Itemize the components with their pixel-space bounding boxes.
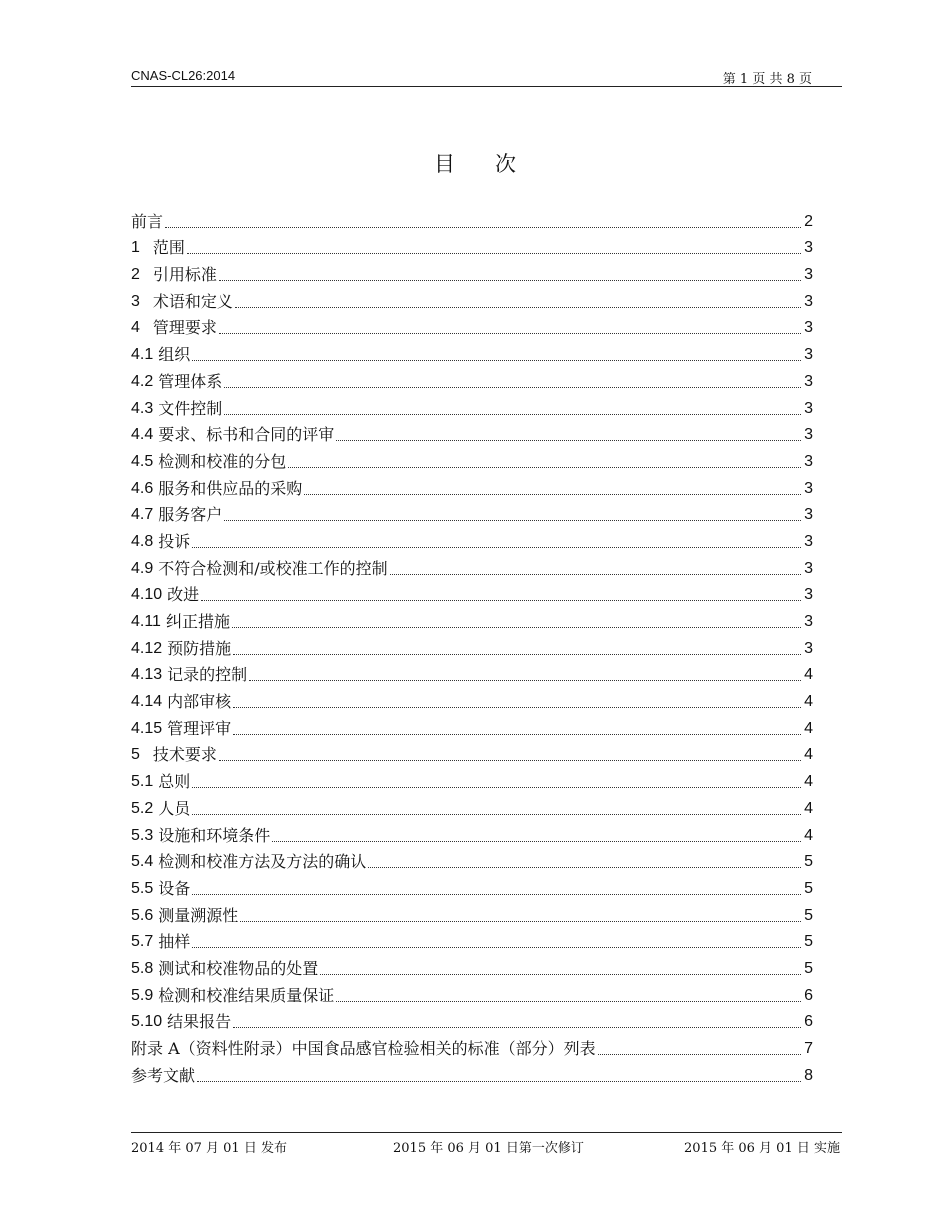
toc-entry[interactable] — [131, 472, 813, 499]
toc-entry-label: 服务客户 — [158, 505, 223, 525]
toc-leader-dots — [201, 599, 801, 601]
toc-entry-number: 1 — [131, 239, 140, 257]
doc-code: CNAS-CL26:2014 — [131, 68, 236, 83]
toc-entry-label: 测量溯源性 — [158, 905, 239, 925]
toc-entry-number: 4.1 — [131, 346, 154, 364]
toc-entry-page: 4 — [804, 746, 813, 764]
toc-leader-dots — [336, 1000, 801, 1002]
toc-entry-label: 引用标准 — [152, 265, 217, 285]
toc-entry-page: 3 — [804, 346, 813, 364]
toc-entry-label: 抽样 — [158, 932, 191, 952]
toc-entry[interactable] — [131, 525, 813, 552]
toc-entry-number: 5.1 — [131, 773, 154, 791]
toc-entry[interactable] — [131, 605, 813, 632]
toc-entry-number: 5.8 — [131, 959, 154, 977]
toc-entry-page: 3 — [804, 452, 813, 470]
toc-entry-label: 检测和校准结果质量保证 — [158, 985, 335, 1005]
toc-leader-dots — [192, 893, 801, 895]
toc-entry-number: 5.9 — [131, 986, 154, 1004]
toc-entry[interactable] — [131, 232, 813, 259]
toc-leader-dots — [224, 413, 801, 415]
toc-entry-number: 5.4 — [131, 853, 154, 871]
toc-entry-page: 4 — [804, 719, 813, 737]
toc-entry-page: 3 — [804, 506, 813, 524]
toc-leader-dots — [224, 519, 801, 521]
toc-entry[interactable] — [131, 979, 813, 1006]
toc-entry-label: 文件控制 — [158, 398, 223, 418]
toc-entry[interactable] — [131, 792, 813, 819]
toc-title-char-1: 目 — [434, 152, 455, 176]
effective-date: 2015 年 06 月 01 日 实施 — [684, 1141, 840, 1156]
toc-entry-label: 记录的控制 — [167, 665, 248, 685]
toc-entry-page: 3 — [804, 239, 813, 257]
toc-leader-dots — [288, 466, 801, 468]
toc-entry-page: 7 — [804, 1040, 813, 1057]
toc-entry-page: 3 — [804, 292, 813, 310]
toc-entry-label: 人员 — [158, 798, 191, 818]
toc-entry-number: 4.15 — [131, 719, 163, 737]
toc-entry[interactable] — [131, 392, 813, 419]
toc-entry-label: 改进 — [167, 585, 200, 605]
toc-leader-dots — [368, 866, 801, 868]
toc-entry[interactable] — [131, 926, 813, 953]
toc-entry-number: 4.6 — [131, 479, 154, 497]
toc-entry-number: 4.8 — [131, 532, 154, 550]
toc-leader-dots — [233, 653, 801, 655]
toc-entry[interactable] — [131, 712, 813, 739]
toc-entry-label: 前言 — [131, 211, 164, 231]
toc-entry-page: 3 — [804, 426, 813, 444]
toc-entry-label: 范围 — [152, 238, 185, 258]
toc-entry-number: 4.2 — [131, 372, 154, 390]
toc-entry-page: 3 — [804, 639, 813, 657]
toc-entry-label: 结果报告 — [167, 1012, 232, 1032]
toc-entry-page: 4 — [804, 826, 813, 844]
toc-entry-label: 技术要求 — [152, 745, 217, 765]
page-number-info: 第 1 页 共 8 页 — [722, 72, 812, 87]
toc-leader-dots — [192, 813, 801, 815]
toc-entry-page: 2 — [804, 212, 813, 230]
toc-entry-label: 参考文献 — [131, 1065, 196, 1085]
toc-entry-label: 内部审核 — [167, 692, 232, 712]
toc-leader-dots — [598, 1053, 801, 1055]
toc-entry-number: 4.4 — [131, 426, 154, 444]
toc-entry[interactable] — [131, 899, 813, 926]
toc-leader-dots — [192, 546, 801, 548]
toc-entry-page: 3 — [804, 613, 813, 630]
toc-entry-page: 3 — [804, 532, 813, 550]
toc-leader-dots — [320, 973, 801, 975]
toc-entry-label: 测试和校准物品的处置 — [158, 958, 319, 978]
toc-entry-number: 4.10 — [131, 586, 163, 604]
toc-leader-dots — [240, 920, 801, 922]
toc-entry-page: 3 — [804, 559, 813, 577]
toc-entry-number: 4.3 — [131, 399, 154, 417]
toc-entry[interactable] — [131, 1059, 813, 1086]
toc-entry[interactable] — [131, 765, 813, 792]
toc-entry-number: 5 — [131, 746, 140, 764]
toc-leader-dots — [232, 626, 801, 628]
toc-entry[interactable] — [131, 1006, 813, 1033]
toc-entry-label: 检测和校准方法及方法的确认 — [158, 852, 367, 872]
toc-entry-number: 4.11 — [131, 613, 161, 630]
toc-leader-dots — [336, 439, 801, 441]
toc-entry[interactable] — [131, 952, 813, 979]
toc-leader-dots — [192, 359, 801, 361]
toc-entry-number: 5.5 — [131, 879, 154, 897]
toc-entry[interactable] — [131, 338, 813, 365]
toc-leader-dots — [249, 679, 801, 681]
toc-entry[interactable] — [131, 685, 813, 712]
toc-title — [0, 148, 950, 178]
toc-entry-page: 4 — [804, 693, 813, 711]
toc-entry-number: 4.9 — [131, 559, 154, 577]
toc-entry[interactable] — [131, 846, 813, 873]
toc-entry[interactable] — [131, 312, 813, 339]
toc-entry-page: 5 — [804, 879, 813, 897]
page-footer — [131, 1132, 842, 1155]
toc-entry-number: 4.12 — [131, 639, 163, 657]
toc-leader-dots — [390, 573, 801, 575]
toc-entry-page: 3 — [804, 399, 813, 417]
toc-leader-dots — [197, 1080, 801, 1082]
toc-leader-dots — [187, 252, 801, 254]
toc-entry[interactable] — [131, 258, 813, 285]
page-header — [131, 66, 842, 87]
toc-entry-page: 4 — [804, 666, 813, 684]
toc-entry-label: 附录 A（资料性附录）中国食品感官检验相关的标准（部分）列表 — [131, 1039, 596, 1058]
toc-entry-number: 4.7 — [131, 506, 154, 524]
revision-date: 2015 年 06 月 01 日第一次修订 — [393, 1141, 584, 1156]
toc-leader-dots — [272, 840, 801, 842]
toc-leader-dots — [165, 226, 801, 228]
toc-entry-number: 4 — [131, 319, 140, 337]
toc-entry-label: 管理要求 — [152, 318, 217, 338]
toc-entry[interactable] — [131, 1032, 813, 1059]
toc-entry-label: 管理体系 — [158, 371, 223, 391]
table-of-contents — [131, 205, 813, 1086]
toc-entry[interactable] — [131, 445, 813, 472]
toc-entry-page: 4 — [804, 773, 813, 791]
toc-entry-label: 纠正措施 — [165, 612, 230, 631]
toc-entry-page: 6 — [804, 986, 813, 1004]
toc-entry-label: 预防措施 — [167, 638, 232, 658]
toc-leader-dots — [219, 332, 801, 334]
toc-leader-dots — [304, 493, 801, 495]
toc-entry-number: 2 — [131, 266, 140, 284]
toc-entry-label: 不符合检测和/或校准工作的控制 — [158, 558, 388, 578]
toc-entry-number: 5.7 — [131, 933, 154, 951]
toc-entry[interactable] — [131, 285, 813, 312]
toc-entry[interactable] — [131, 819, 813, 846]
toc-entry-label: 组织 — [158, 345, 191, 365]
toc-entry-label: 管理评审 — [167, 718, 232, 738]
toc-entry[interactable] — [131, 365, 813, 392]
toc-entry-page: 5 — [804, 933, 813, 951]
toc-entry-label: 投诉 — [158, 531, 191, 551]
toc-entry-label: 总则 — [158, 772, 191, 792]
toc-entry-page: 5 — [804, 959, 813, 977]
toc-entry-number: 5.10 — [131, 1013, 163, 1031]
toc-leader-dots — [192, 786, 801, 788]
toc-entry-page: 6 — [804, 1013, 813, 1031]
toc-entry[interactable] — [131, 739, 813, 766]
publish-date: 2014 年 07 月 01 日 发布 — [131, 1141, 287, 1156]
toc-title-char-2: 次 — [495, 152, 516, 176]
toc-entry-number: 4.14 — [131, 693, 163, 711]
toc-entry[interactable] — [131, 419, 813, 446]
toc-entry-page: 3 — [804, 372, 813, 390]
toc-leader-dots — [233, 733, 801, 735]
toc-entry-label: 设施和环境条件 — [158, 825, 271, 845]
toc-entry[interactable] — [131, 205, 813, 232]
toc-leader-dots — [233, 706, 801, 708]
toc-entry[interactable] — [131, 579, 813, 606]
toc-entry[interactable] — [131, 872, 813, 899]
toc-entry-number: 4.5 — [131, 452, 154, 470]
toc-entry-page: 3 — [804, 479, 813, 497]
toc-entry-label: 服务和供应品的采购 — [158, 478, 303, 498]
toc-entry-label: 设备 — [158, 878, 191, 898]
toc-entry[interactable] — [131, 552, 813, 579]
toc-entry-page: 5 — [804, 853, 813, 871]
toc-entry-number: 5.2 — [131, 799, 154, 817]
toc-entry-page: 3 — [804, 319, 813, 337]
toc-entry-number: 4.13 — [131, 666, 163, 684]
toc-entry-page: 4 — [804, 799, 813, 817]
toc-entry-number: 5.6 — [131, 906, 154, 924]
toc-entry-page: 5 — [804, 906, 813, 924]
toc-leader-dots — [192, 946, 801, 948]
toc-entry-label: 检测和校准的分包 — [158, 451, 287, 471]
toc-entry-number: 3 — [131, 292, 140, 310]
toc-entry-label: 术语和定义 — [152, 291, 233, 311]
toc-entry[interactable] — [131, 659, 813, 686]
toc-leader-dots — [233, 1026, 801, 1028]
toc-leader-dots — [219, 759, 801, 761]
toc-leader-dots — [219, 279, 801, 281]
toc-entry-page: 3 — [804, 586, 813, 604]
toc-entry-label: 要求、标书和合同的评审 — [158, 425, 335, 445]
toc-entry[interactable] — [131, 499, 813, 526]
toc-entry-number: 5.3 — [131, 826, 154, 844]
toc-entry[interactable] — [131, 632, 813, 659]
toc-entry-page: 8 — [804, 1066, 813, 1084]
toc-leader-dots — [235, 306, 801, 308]
toc-leader-dots — [224, 386, 801, 388]
toc-entry-page: 3 — [804, 266, 813, 284]
